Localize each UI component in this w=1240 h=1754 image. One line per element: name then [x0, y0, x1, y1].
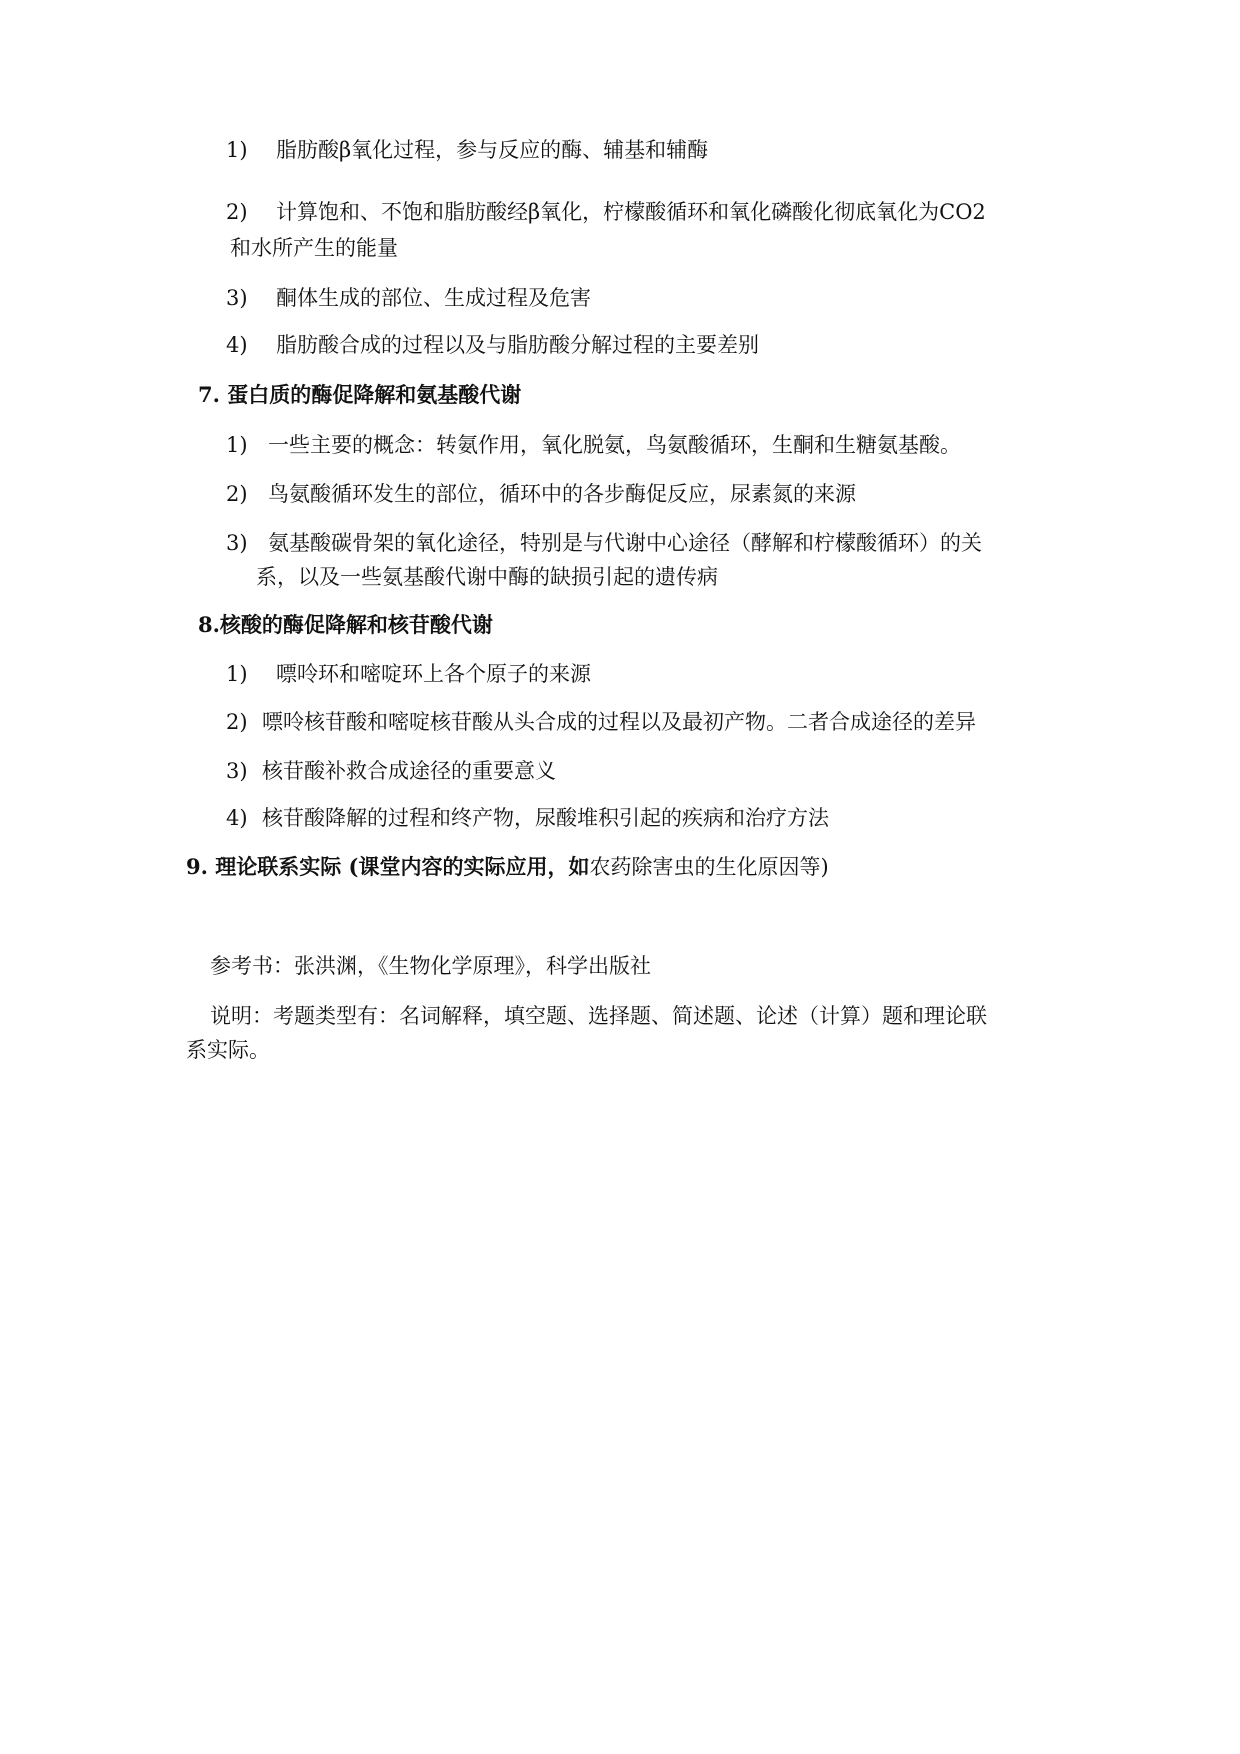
section-heading-bold: 9. 理论联系实际 (课堂内容的实际应用，如: [186, 854, 590, 879]
section-heading: [186, 853, 829, 881]
item-number: 3): [226, 759, 248, 783]
item-number: 4): [226, 333, 248, 357]
item-text: 脂肪酸β氧化过程，参与反应的酶、辅基和辅酶: [276, 138, 709, 162]
item-text: 嘌呤环和嘧啶环上各个原子的来源: [276, 662, 591, 686]
item-text: 嘌呤核苷酸和嘧啶核苷酸从头合成的过程以及最初产物。二者合成途径的差异: [262, 710, 976, 734]
item-number: 4): [226, 806, 248, 830]
item-text: 脂肪酸合成的过程以及与脂肪酸分解过程的主要差别: [276, 333, 759, 357]
item-text: 一些主要的概念：转氨作用，氧化脱氨，鸟氨酸循环，生酮和生糖氨基酸。: [268, 433, 961, 457]
item-text: 酮体生成的部位、生成过程及危害: [276, 286, 591, 310]
item-number: 2): [226, 200, 248, 224]
item-number: 1): [226, 662, 248, 686]
reference-text: 参考书：张洪渊，《生物化学原理》，科学出版社: [210, 954, 651, 978]
item-text: 核苷酸补救合成途径的重要意义: [262, 759, 556, 783]
section-heading: 7. 蛋白质的酶促降解和氨基酸代谢: [198, 382, 522, 407]
item-text: 氨基酸碳骨架的氧化途径，特别是与代谢中心途径（酵解和柠檬酸循环）的关: [268, 531, 982, 555]
item-number: 1): [226, 433, 248, 457]
item-text-continuation: 和水所产生的能量: [230, 236, 398, 260]
note-text: 说明：考题类型有：名词解释，填空题、选择题、简述题、论述（计算）题和理论联: [210, 1004, 987, 1028]
item-number: 2): [226, 710, 248, 734]
item-text-continuation: 系，以及一些氨基酸代谢中酶的缺损引起的遗传病: [256, 565, 718, 589]
section-heading: 8.核酸的酶促降解和核苷酸代谢: [198, 612, 493, 637]
item-text: 计算饱和、不饱和脂肪酸经β氧化，柠檬酸循环和氧化磷酸化彻底氧化为CO2: [276, 200, 986, 224]
item-number: 2): [226, 482, 248, 506]
item-number: 3): [226, 531, 248, 555]
section-heading-rest: 农药除害虫的生化原因等): [589, 855, 829, 879]
note-text-continuation: 系实际。: [186, 1038, 270, 1062]
item-number: 3): [226, 286, 248, 310]
item-text: 鸟氨酸循环发生的部位，循环中的各步酶促反应，尿素氮的来源: [268, 482, 856, 506]
item-text: 核苷酸降解的过程和终产物，尿酸堆积引起的疾病和治疗方法: [262, 806, 829, 830]
item-number: 1): [226, 138, 248, 162]
